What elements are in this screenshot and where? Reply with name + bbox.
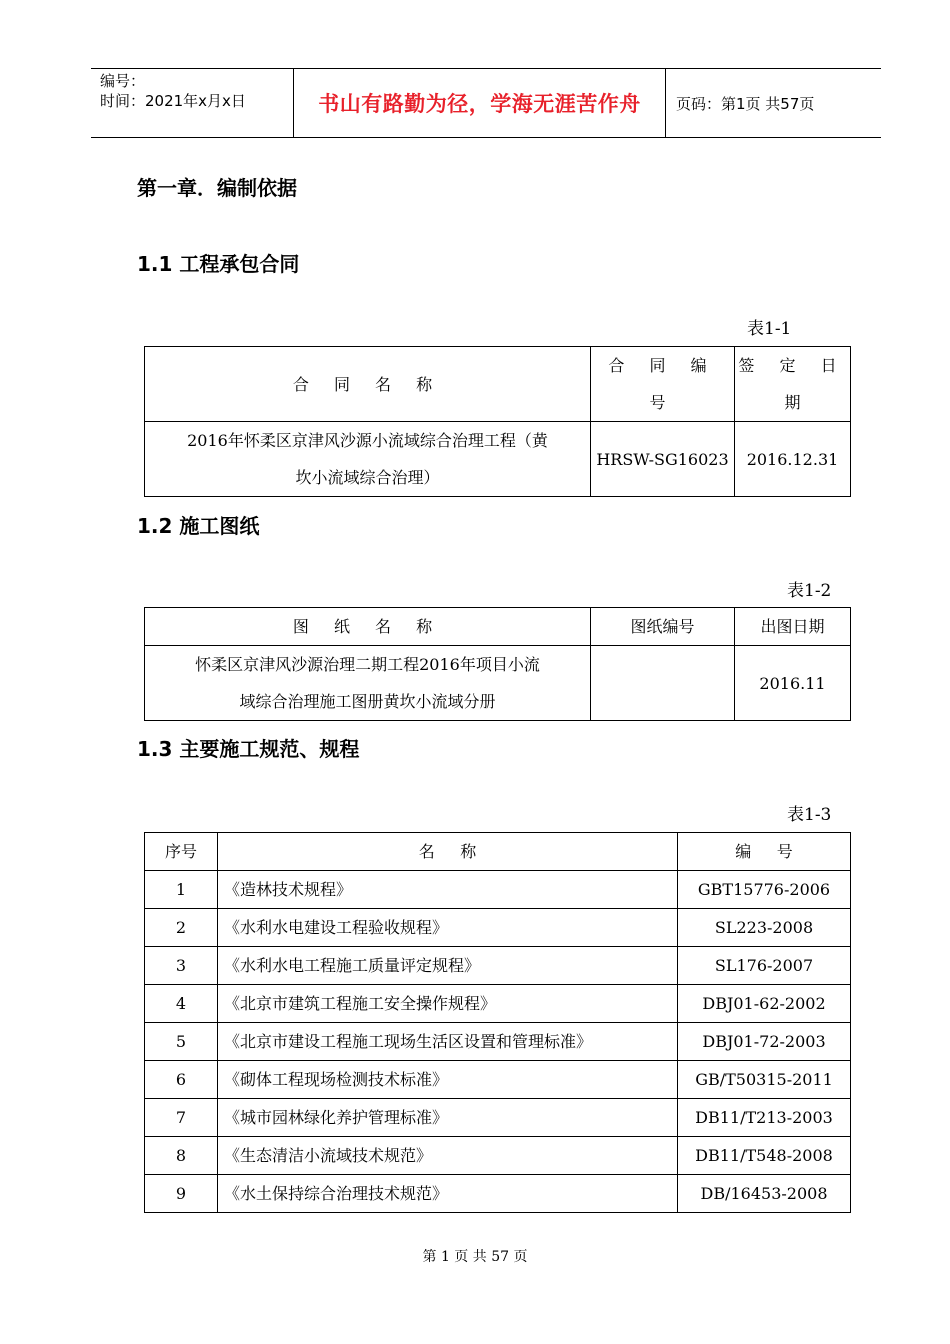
- spec-name-cell: 《砌体工程现场检测技术标准》: [218, 1061, 678, 1099]
- row-number-cell: 8: [145, 1137, 218, 1175]
- table-row: [145, 646, 851, 721]
- table-header-row: [145, 347, 851, 422]
- section-title-1-3: 1.3 主要施工规范、规程: [137, 737, 360, 761]
- drawing-date-cell: 2016.11: [735, 646, 851, 721]
- spec-name-cell: 《水利水电工程施工质量评定规程》: [218, 947, 678, 985]
- spec-name-cell: 《水土保持综合治理技术规范》: [218, 1175, 678, 1213]
- section-title-1-2: 1.2 施工图纸: [137, 514, 260, 538]
- table-row: [145, 1175, 851, 1213]
- page-header: [91, 68, 881, 138]
- spec-code-cell: SL223-2008: [678, 909, 851, 947]
- drawing-name-cell: 怀柔区京津风沙源治理二期工程2016年项目小流 域综合治理施工图册黄坎小流域分册: [145, 646, 591, 721]
- spec-code-cell: GBT15776-2006: [678, 871, 851, 909]
- contract-name-cell: 2016年怀柔区京津风沙源小流域综合治理工程（黄 坎小流域综合治理）: [145, 422, 591, 497]
- spec-name-cell: 《生态清洁小流域技术规范》: [218, 1137, 678, 1175]
- table-label-1-3: 表1-3: [787, 805, 832, 825]
- row-number-cell: 3: [145, 947, 218, 985]
- spec-name-cell: 《造林技术规程》: [218, 871, 678, 909]
- spec-name-cell: 《北京市建筑工程施工安全操作规程》: [218, 985, 678, 1023]
- row-number-cell: 4: [145, 985, 218, 1023]
- table-row: [145, 985, 851, 1023]
- document-number-label: 编号：: [100, 72, 146, 90]
- row-number-cell: 7: [145, 1099, 218, 1137]
- row-number-cell: 5: [145, 1023, 218, 1061]
- spec-name-cell: 《城市园林绿化养护管理标准》: [218, 1099, 678, 1137]
- header-meta: [100, 71, 246, 111]
- section-title-1-1: 1.1 工程承包合同: [137, 252, 300, 276]
- spec-code-cell: SL176-2007: [678, 947, 851, 985]
- table-row: [145, 1061, 851, 1099]
- spec-code-cell: DBJ01-62-2002: [678, 985, 851, 1023]
- chapter-title: 第一章．编制依据: [137, 176, 297, 200]
- header-cell: 图纸编号: [591, 608, 735, 646]
- row-number-cell: 2: [145, 909, 218, 947]
- header-cell: 编 号: [678, 833, 851, 871]
- row-number-cell: 1: [145, 871, 218, 909]
- contract-date-cell: 2016.12.31: [735, 422, 851, 497]
- spec-code-cell: DB/16453-2008: [678, 1175, 851, 1213]
- table-label-1-1: 表1-1: [747, 319, 792, 339]
- table-row: [145, 871, 851, 909]
- table-row: [145, 947, 851, 985]
- table-row: [145, 909, 851, 947]
- table-row: [145, 1099, 851, 1137]
- header-divider: [665, 69, 666, 137]
- header-cell: 合 同 编 号: [591, 347, 735, 422]
- row-number-cell: 9: [145, 1175, 218, 1213]
- contract-code-cell: HRSW-SG16023: [591, 422, 735, 497]
- document-time-label: 时间：2021年x月x日: [100, 92, 246, 110]
- header-motto: 书山有路勤为径，学海无涯苦作舟: [318, 91, 641, 116]
- specifications-table: [144, 832, 851, 1213]
- table-row: [145, 422, 851, 497]
- table-label-1-2: 表1-2: [787, 581, 832, 601]
- header-cell: 图 纸 名 称: [145, 608, 591, 646]
- header-cell: 序号: [145, 833, 218, 871]
- header-cell: 合 同 名 称: [145, 347, 591, 422]
- row-number-cell: 6: [145, 1061, 218, 1099]
- table-header-row: [145, 833, 851, 871]
- drawing-code-cell: [591, 646, 735, 721]
- header-page-info: 页码：第1页 共57页: [676, 94, 815, 113]
- table-header-row: [145, 608, 851, 646]
- contract-table: [144, 346, 851, 497]
- spec-name-cell: 《水利水电建设工程验收规程》: [218, 909, 678, 947]
- table-row: [145, 1023, 851, 1061]
- page-footer: 第 1 页 共 57 页: [422, 1249, 528, 1265]
- spec-code-cell: DBJ01-72-2003: [678, 1023, 851, 1061]
- header-cell: 名 称: [218, 833, 678, 871]
- table-row: [145, 1137, 851, 1175]
- spec-code-cell: DB11/T213-2003: [678, 1099, 851, 1137]
- spec-code-cell: GB/T50315-2011: [678, 1061, 851, 1099]
- spec-code-cell: DB11/T548-2008: [678, 1137, 851, 1175]
- header-cell: 签 定 日 期: [735, 347, 851, 422]
- spec-name-cell: 《北京市建设工程施工现场生活区设置和管理标准》: [218, 1023, 678, 1061]
- drawings-table: [144, 607, 851, 721]
- header-cell: 出图日期: [735, 608, 851, 646]
